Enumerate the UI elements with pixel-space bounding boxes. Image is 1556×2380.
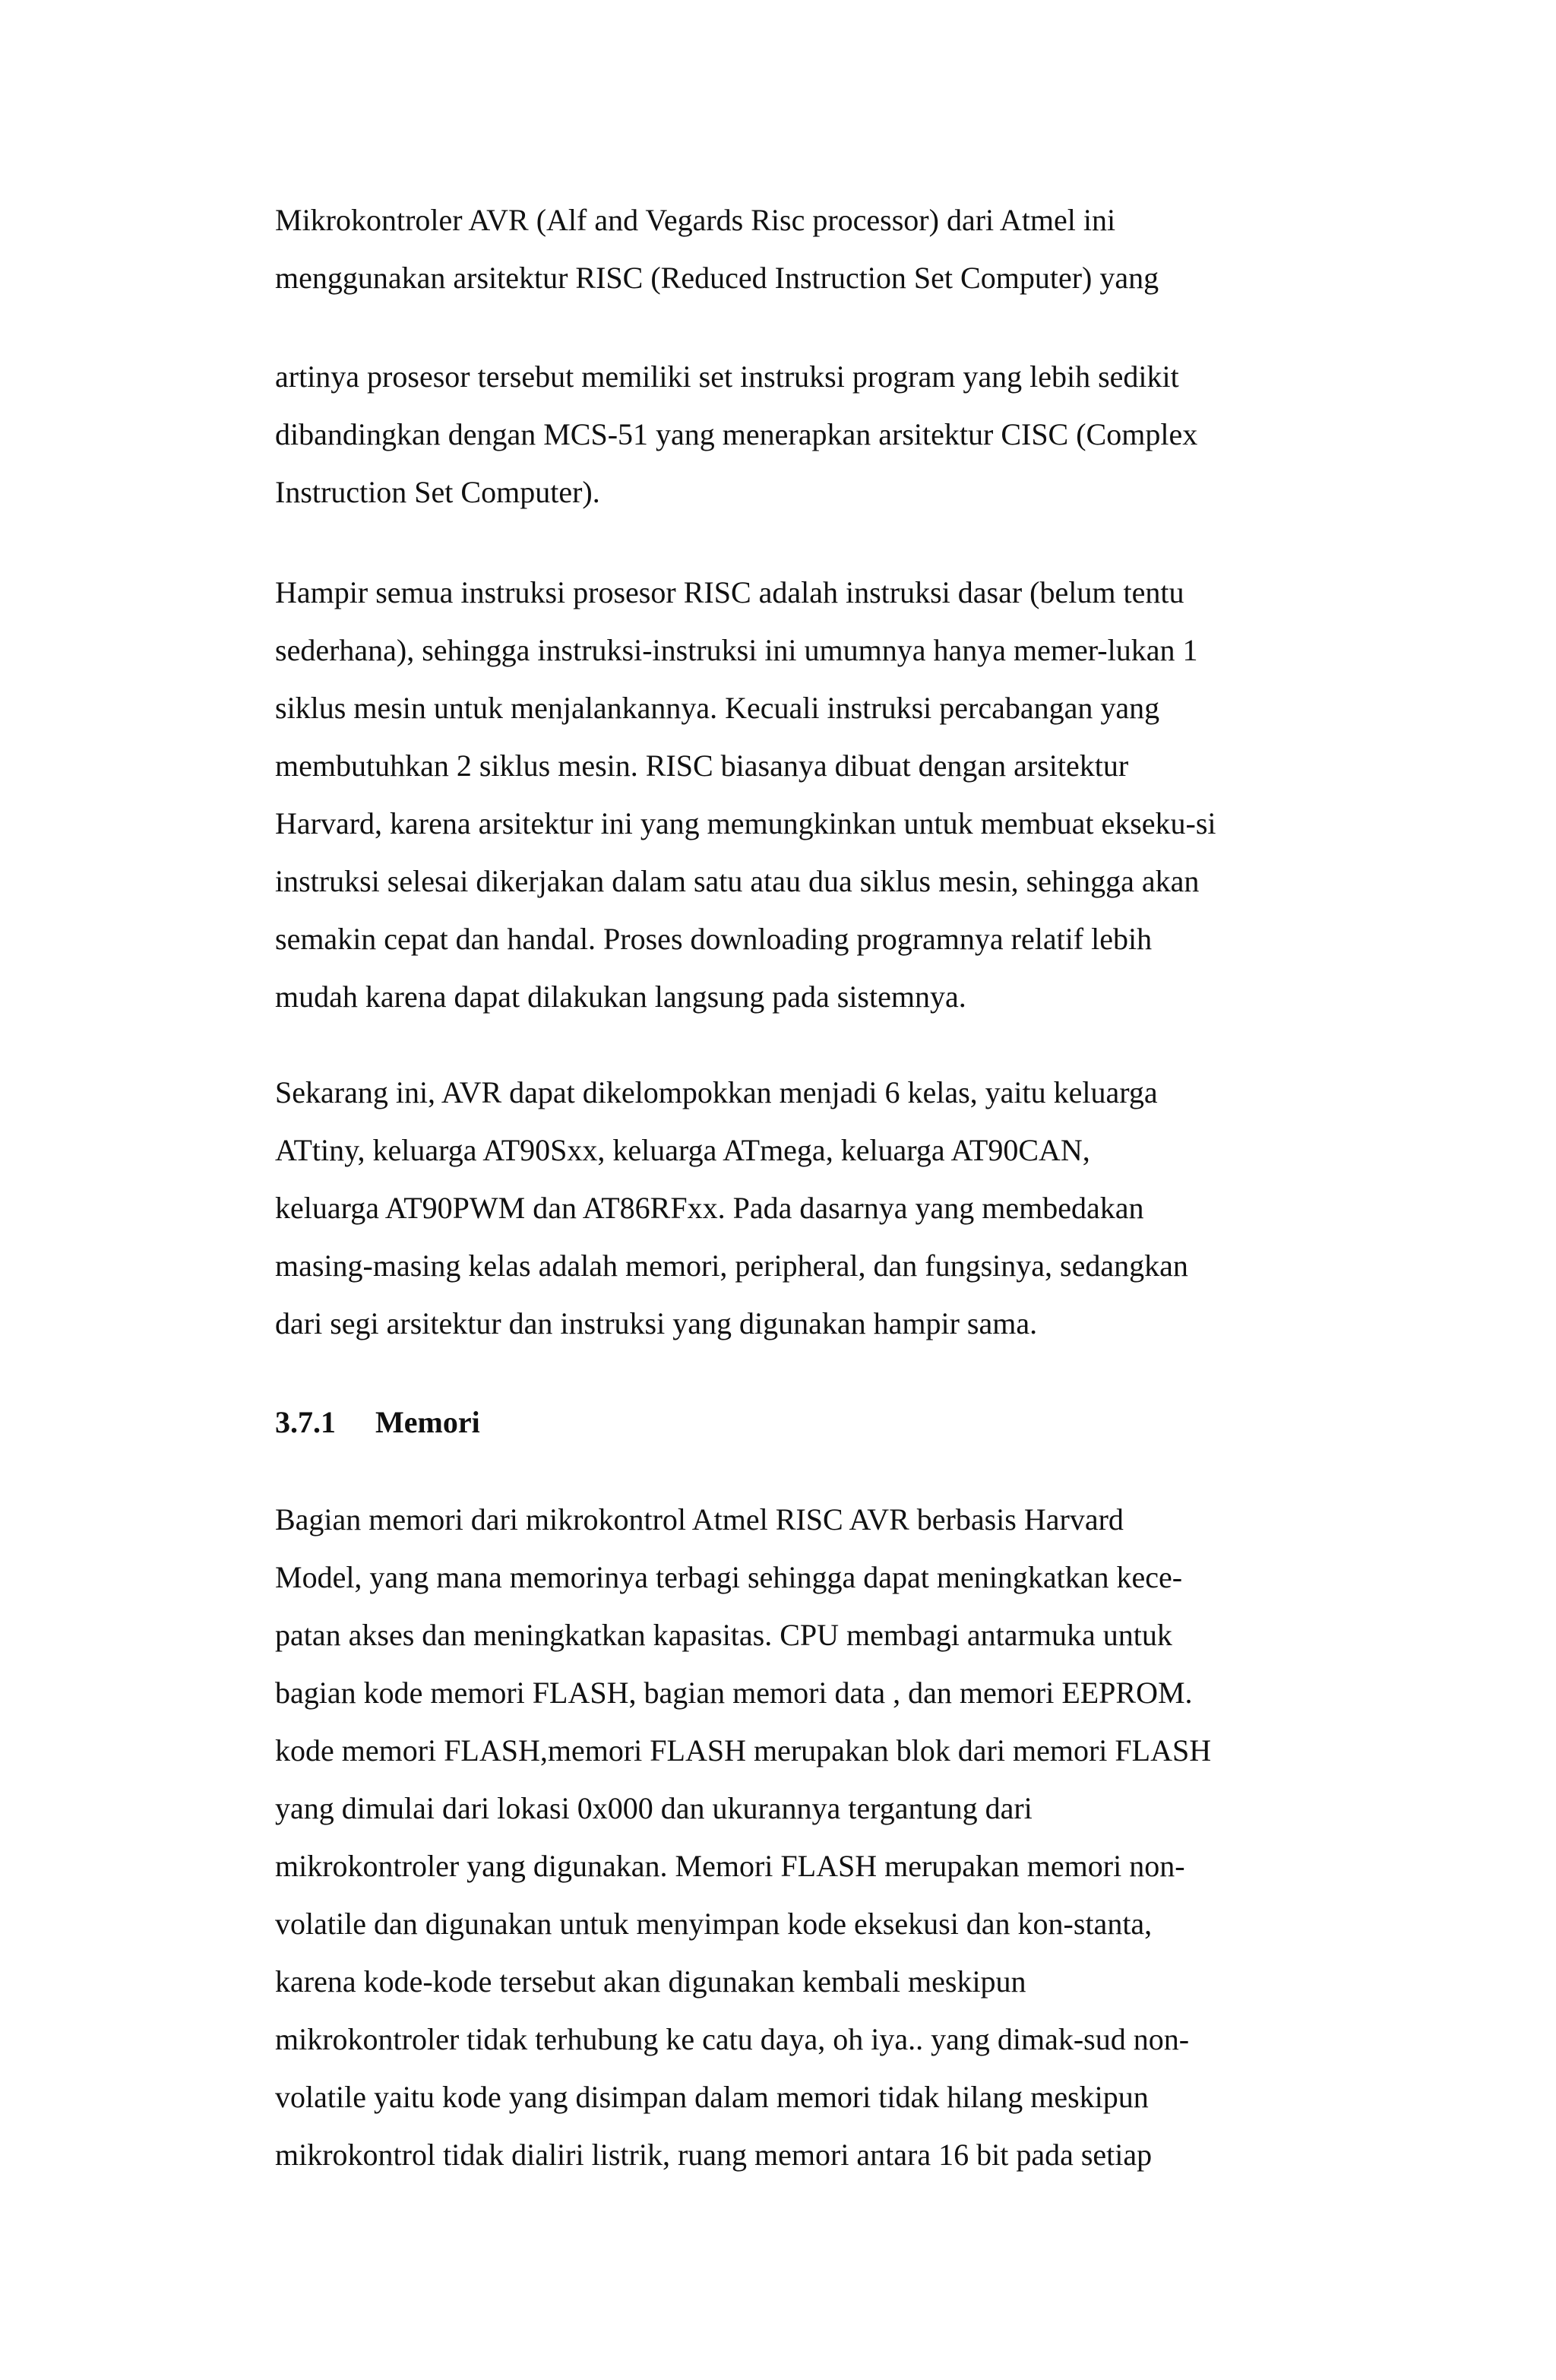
text-line: karena kode-kode tersebut akan digunakan kembali meskipun	[275, 1964, 1026, 1999]
text-line: volatile dan digunakan untuk menyimpan kode eksekusi dan kon-stanta,	[275, 1907, 1153, 1941]
text-line: yang dimulai dari lokasi 0x000 dan ukurannya tergantung dari	[275, 1791, 1033, 1825]
text-line: masing-masing kelas adalah memori, peripheral, dan fungsinya, sedangkan	[275, 1249, 1188, 1283]
text-line: bagian kode memori FLASH, bagian memori data , dan memori EEPROM.	[275, 1676, 1193, 1710]
text-line: Harvard, karena arsitektur ini yang memungkinkan untuk membuat ekseku-si	[275, 806, 1216, 840]
text-line: semakin cepat dan handal. Proses downloading programnya relatif lebih	[275, 922, 1153, 956]
text-line: Model, yang mana memorinya terbagi sehingga dapat meningkatkan kece-	[275, 1560, 1183, 1594]
text-line: mikrokontroler yang digunakan. Memori FLASH merupakan memori non-	[275, 1849, 1185, 1883]
text-line: dari segi arsitektur dan instruksi yang digunakan hampir sama.	[275, 1306, 1038, 1340]
text-line: artinya prosesor tersebut memiliki set instruksi program yang lebih sedikit	[275, 359, 1179, 394]
section-heading	[275, 1407, 480, 1438]
text-line: mikrokontrol tidak dialiri listrik, ruang memori antara 16 bit pada setiap	[275, 2138, 1153, 2172]
text-line: siklus mesin untuk menjalankannya. Kecuali instruksi percabangan yang	[275, 691, 1160, 725]
text-line: membutuhkan 2 siklus mesin. RISC biasanya dibuat dengan arsitektur	[275, 748, 1129, 783]
text-line: dibandingkan dengan MCS-51 yang menerapkan arsitektur CISC (Complex	[275, 417, 1198, 451]
text-line: mudah karena dapat dilakukan langsung pada sistemnya.	[275, 980, 966, 1014]
text-line: sederhana), sehingga instruksi-instruksi ini umumnya hanya memer-lukan 1	[275, 633, 1198, 667]
text-line: instruksi selesai dikerjakan dalam satu atau dua siklus mesin, sehingga akan	[275, 864, 1200, 898]
text-line: menggunakan arsitektur RISC (Reduced Instruction Set Computer) yang	[275, 261, 1159, 295]
text-line: Hampir semua instruksi prosesor RISC adalah instruksi dasar (belum tentu	[275, 575, 1184, 609]
section-number: 3.7.1	[275, 1405, 336, 1439]
text-line: Mikrokontroler AVR (Alf and Vegards Risc processor) dari Atmel ini	[275, 203, 1116, 237]
section-title: Memori	[375, 1405, 480, 1439]
text-line: patan akses dan meningkatkan kapasitas. CPU membagi antarmuka untuk	[275, 1618, 1172, 1652]
text-line: ATtiny, keluarga AT90Sxx, keluarga ATmega, keluarga AT90CAN,	[275, 1133, 1090, 1167]
text-line: kode memori FLASH,memori FLASH merupakan blok dari memori FLASH	[275, 1733, 1212, 1768]
text-line: Sekarang ini, AVR dapat dikelompokkan menjadi 6 kelas, yaitu keluarga	[275, 1075, 1158, 1109]
text-line: Bagian memori dari mikrokontrol Atmel RISC AVR berbasis Harvard	[275, 1502, 1124, 1537]
text-line: mikrokontroler tidak terhubung ke catu daya, oh iya.. yang dimak-sud non-	[275, 2022, 1190, 2056]
text-line: volatile yaitu kode yang disimpan dalam memori tidak hilang meskipun	[275, 2080, 1149, 2114]
text-line: Instruction Set Computer).	[275, 475, 600, 509]
text-line: keluarga AT90PWM dan AT86RFxx. Pada dasarnya yang membedakan	[275, 1191, 1144, 1225]
